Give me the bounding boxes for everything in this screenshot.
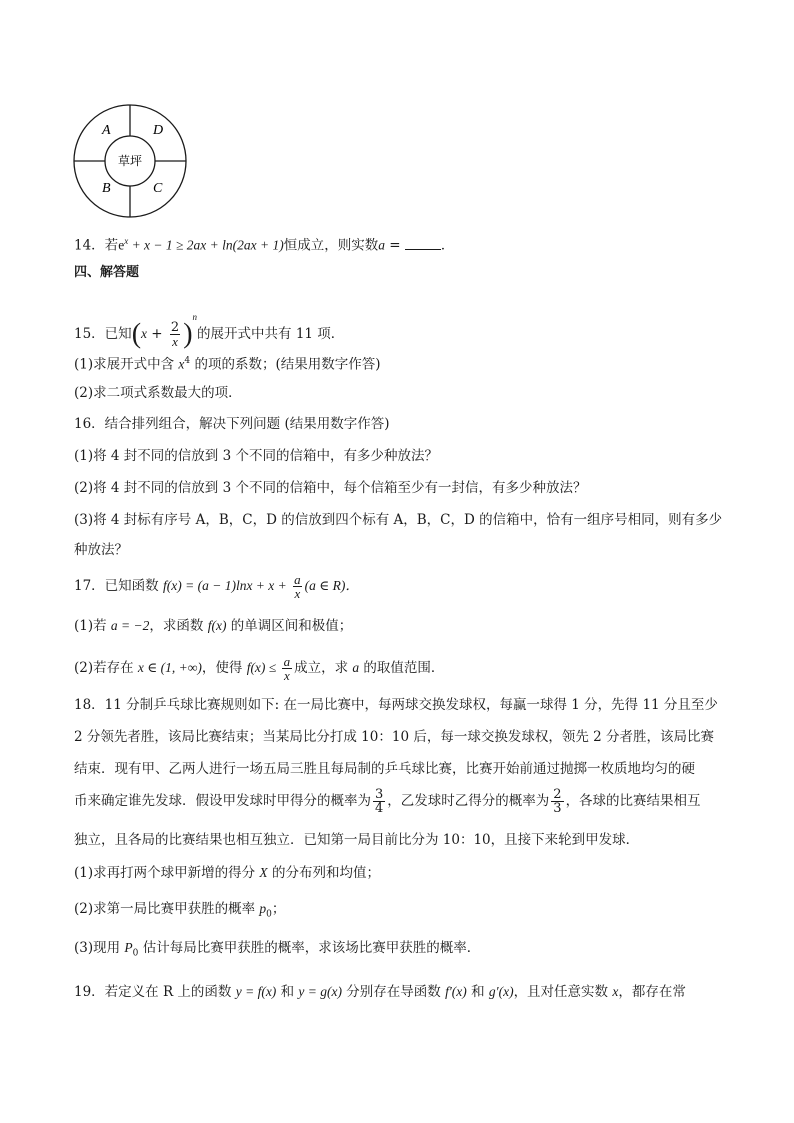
answer-blank[interactable]: [405, 237, 441, 250]
question-14: 14．若$e^x + x - 1 \ge 2ax + \ln(2ax + 1)$恒成立，则实数a = ．: [74, 236, 455, 254]
question-16-part-1: (1)将 4 封不同的信放到 3 个不同的信箱中，有多少种放法？: [74, 448, 438, 464]
question-16-part-3a: (3)将 4 封标有序号 A，B，C，D 的信放到四个标有 A，B，C，D 的信箱中，恰有一组序号相同，则有多少: [74, 512, 723, 528]
question-17-part-1: (1)若 a = −2，求函数 f(x) 的单调区间和极值；: [74, 618, 353, 634]
question-16-part-3b: 种放法？: [74, 542, 128, 558]
question-18-line-1: 18．11 分制乒乓球比赛规则如下: 在一局比赛中，每两球交换发球权，每赢一球得 1 分，先得 11 分且至少: [74, 697, 718, 713]
question-18-part-1: (1)求再打两个球甲新增的得分 X 的分布列和均值；: [74, 865, 380, 881]
question-16-stem: 16．结合排列组合，解决下列问题 (结果用数字作答): [74, 416, 390, 432]
question-18-line-5: 独立，且各局的比赛结果也相互独立．已知第一局目前比分为 10：10，且接下来轮到甲发球．: [74, 832, 640, 848]
question-15-part-1: (1)求展开式中含 $x^4$ 的项的系数；(结果用数字作答): [74, 356, 381, 373]
question-15-stem: 15．已知(x + $\frac{2}{x}$ )$^n$的展开式中共有 11 项．: [74, 312, 345, 350]
question-18-part-3: (3)现用 $P_0$ 估计每局比赛甲获胜的概率，求该场比赛甲获胜的概率．: [74, 940, 481, 959]
question-18-part-2: (2)求第一局比赛甲获胜的概率 $p_0$；: [74, 901, 286, 920]
lawn-diagram: [72, 103, 188, 219]
question-16-part-2: (2)将 4 封不同的信放到 3 个不同的信箱中，每个信箱至少有一封信，有多少种放法？: [74, 480, 587, 496]
question-17-part-2: (2)若存在 x ∈ (1, +∞)，使得 f(x) ≤ $\frac{a}{x}$ 成立，求 a 的取值范围．: [74, 654, 445, 683]
question-18-line-4: 币来确定谁先发球．假设甲发球时甲得分的概率为 $\frac{3}{4}$ ，乙发球时乙得分的概率为 $\frac{2}{3}$ ，各球的比赛结果相互: [74, 787, 701, 816]
question-19-stem: 19．若定义在 R 上的函数 y = f(x) 和 y = g(x) 分别存在导函数 f′(x) 和 g′(x)，且对任意实数 x，都存在常: [74, 984, 686, 1000]
section-heading: 四、解答题: [74, 265, 140, 280]
region-label-d: D: [153, 123, 164, 138]
region-label-a: A: [102, 123, 111, 138]
region-label-c: C: [153, 181, 163, 196]
center-label: 草坪: [117, 154, 143, 168]
question-17-stem: 17．已知函数 f(x) = (a − 1)lnx + x + $\frac{a}{x}$ (a ∈ R)．: [74, 572, 359, 601]
question-15-part-2: (2)求二项式系数最大的项．: [74, 385, 242, 401]
region-label-b: B: [102, 181, 111, 196]
question-18-line-3: 结束．现有甲、乙两人进行一场五局三胜且每局制的乒乓球比赛，比赛开始前通过抛掷一枚质地均匀的硬: [74, 761, 695, 777]
question-18-line-2: 2 分领先者胜，该局比赛结束；当某局比分打成 10：10 后，每一球交换发球权，领先 2 分者胜，该局比赛: [74, 729, 714, 745]
